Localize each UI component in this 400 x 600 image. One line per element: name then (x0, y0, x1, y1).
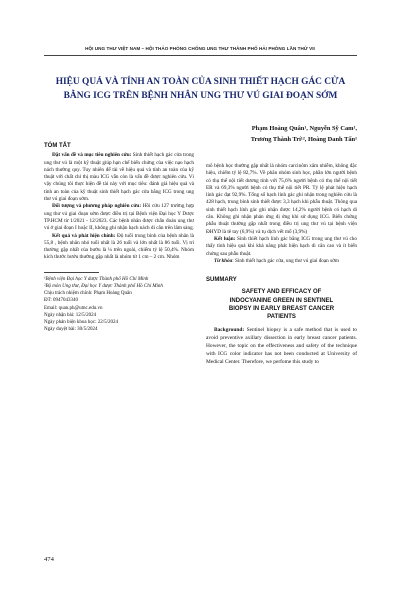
conclusion-text: Sinh thiết hạch lính gác bằng ICG trong ung thư vú cho thấy tính hiệu quả khi khả năng phát hiện hạch di căn cao và ít biến chứng sau phẫu thuật. (206, 235, 357, 257)
methods-label: Đối tượng và phương pháp nghiên cứu: (52, 203, 142, 210)
english-title-line-1: SAFETY AND EFFICACY OF (241, 289, 322, 296)
conclusion-label: Kết luận: (214, 235, 236, 242)
affiliation-1: ¹Bệnh viện Đại học Y dược Thành phố Hồ Chí Minh (44, 276, 149, 282)
methods-paragraph (44, 203, 194, 232)
author-list (200, 124, 357, 145)
background-text: Sentinel biopsy is a safe method that is used to avoid preventive axillary dissection in early breast cancer patients. However, the topic on the effectiveness and safety of the technique with ICG color indicator has not been conducted at University of Medical Center. Therefore, we perfome this study to (206, 326, 357, 366)
results-continued: mô bệnh học thường gặp nhất là nhóm carcinôm xâm nhiễm, không đặc hiệu, chiếm tỷ lệ 82,7%. Về phân nhóm sinh học, phần lớn người bệnh có thụ thể nội tiết dương tính với 75,6% người bệnh có thụ thể nội tiết ER và 69,3% người bệnh có thụ thể nội tiết PR. Tỷ lệ phát hiện hạch lính gác đạt 92,9%. Tổng số hạch lính gác ghi nhận trong nghiên cứu là 428 hạch, trung bình sinh thiết được 3,3 hạch khi phẫu thuật. Thông qua sinh thiết hạch lính gác ghi nhận được 14,2% người bệnh có hạch di căn. Không ghi nhận phản ứng dị ứng khi sử dụng ICG. Biến chứng phẫu thuật thường gặp nhất trong điều trị ung thư vú tại bệnh viện ĐHYD là tê tay (6,9%) và tụ dịch vết mổ (3,9%) (206, 163, 357, 235)
conclusion-paragraph (206, 236, 357, 258)
footnote-rule (44, 272, 99, 273)
background-label: Background: (214, 326, 245, 333)
running-header: HỘI UNG THƯ VIỆT NAM – HỘI THẢO PHÒNG CHỐNG UNG THƯ THÀNH PHỐ HẢI PHÒNG LẦN THỨ VII (85, 46, 315, 51)
keywords-paragraph (206, 258, 357, 265)
accepted-date: Ngày duyệt bài: 30/5/2024 (44, 327, 98, 333)
email: Email: quan.ph@umc.edu.vn (44, 305, 103, 311)
english-title-line-4: PATIENTS (267, 314, 296, 321)
title-line-2: BẰNG ICG TRÊN BỆNH NHÂN UNG THƯ VÚ GIAI ĐOẠN SỚM (63, 91, 338, 101)
keywords-text: : Sinh thiết hạch gác cửa, ung thư vú giai đoạn sớm (232, 257, 339, 264)
right-column (206, 163, 357, 366)
keywords-label: Từ khóa (214, 257, 233, 264)
methods-text: Hồi cứu 127 trường hợp ung thư vú giai đoạn sớm được điều trị tại Bệnh viện Đại học Y Dược TP.HCM từ 1/2021 - 12/2023. Các bệnh nhân được chẩn đoán ung thư vú ở giai đoạn I hoặc II, không ghi nhận hạch nách di căn trên lâm sàng. (44, 203, 194, 232)
left-column (44, 143, 194, 333)
english-title-line-2: INDOCYANINE GREEN IN SENTINEL (229, 297, 334, 304)
summary-heading: SUMMARY (206, 277, 237, 284)
page-number: 474 (44, 556, 54, 563)
aim-text: Sinh thiết hạch gác cửa trong ung thư vú là một kỹ thuật giúp hạn chế biến chứng của việc nạo hạch nách thường quy. Tuy nhiên để tài về hiệu quả và tính an toàn của kỹ thuật với chất chỉ thị màu ICG vẫn còn là vấn đề được nghiên cứu. Vì vậy chúng tôi thực hiện đề tài này với mục tiêu: đánh giá hiệu quả và tính an toàn của kỹ thuật sinh thiết hạch gác cửa bằng ICG trong ung thư vú giai đoạn sớm. (44, 152, 195, 203)
received-date: Ngày nhận bài: 12/5/2024 (44, 312, 97, 318)
title-line-1: HIỆU QUẢ VÀ TÍNH AN TOÀN CỦA SINH THIẾT HẠCH GÁC CỬA (55, 77, 346, 87)
aim-paragraph (44, 152, 194, 203)
footnotes (44, 276, 194, 334)
review-date: Ngày phản biện khoa học: 22/5/2024 (44, 319, 119, 325)
abstract-heading: TÓM TẮT (44, 143, 71, 149)
results-text: Độ tuổi trung bình của bệnh nhân là 55,8 , bệnh nhân nhỏ tuổi nhất là 26 tuổi và lớn nhất là 86 tuổi. Vị trí thường gặp nhất của bướu là ¼ trên ngoài, chiếm tỷ lệ 50,4%. Nhóm kích thước bướu thường gặp nhất là nhóm từ 1 cm – 2 cm. Nhóm (44, 232, 194, 261)
corresponding-author: Chịu trách nhiệm chính: Phạm Hoàng Quân (44, 291, 132, 297)
english-title (206, 288, 357, 321)
background-paragraph (206, 326, 357, 366)
english-title-line-3: BIOPSY IN EARLY BREAST CANCER (228, 306, 335, 313)
affiliation-2: ²Bộ môn Ung thư, Đại học Y dược Thành phố Hồ Chí Minh (44, 283, 163, 289)
aim-label: Đặt vấn đề và mục tiêu nghiên cứu: (52, 152, 132, 159)
article-title (44, 75, 357, 103)
results-paragraph (44, 233, 194, 262)
header-rule (44, 55, 357, 56)
results-label: Kết quả và phát hiện chính: (52, 232, 116, 239)
phone: ĐT: 0947043340 (44, 298, 79, 304)
authors-line-2: Trương Thành Trí¹², Hoàng Danh Tấn¹ (250, 135, 357, 143)
authors-line-1: Phạm Hoàng Quân¹, Nguyễn Sỹ Cam¹, (251, 125, 357, 132)
